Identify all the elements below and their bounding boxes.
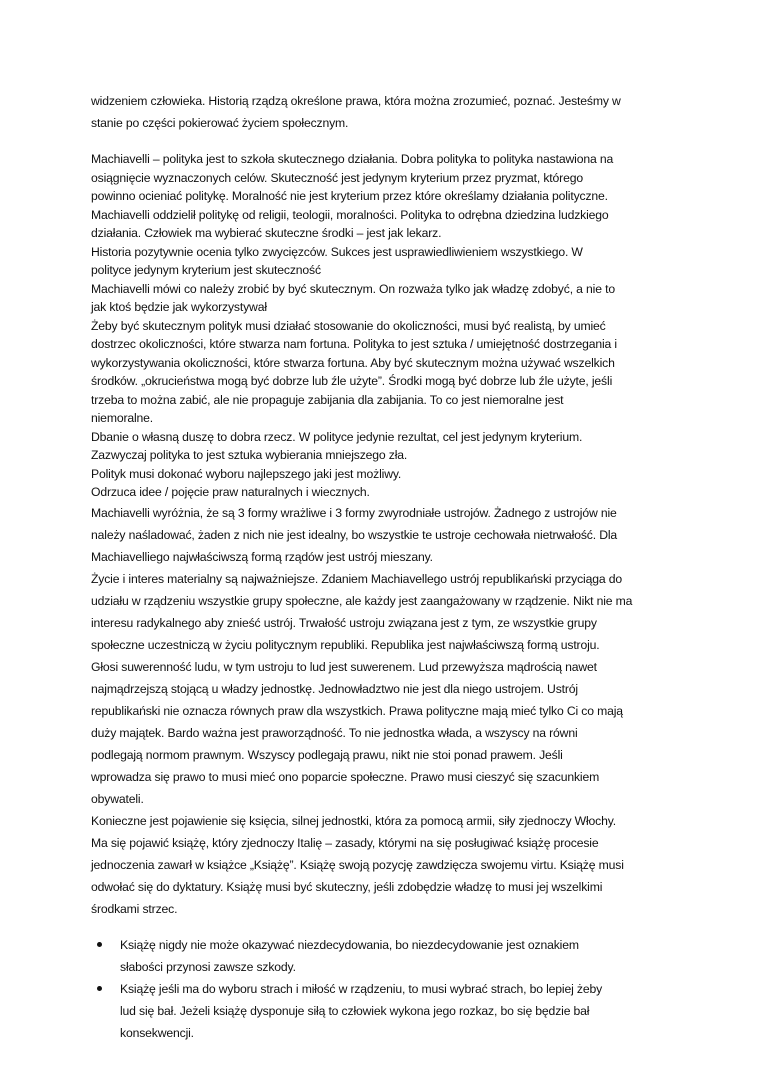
forms-of-government-paragraph xyxy=(91,502,676,920)
text-line: Ma się pojawić książę, który zjednoczy Italię – zasady, którymi na się posługiwać książę procesie xyxy=(91,835,599,850)
text-line: Machiavelli mówi co należy zrobić by być skutecznym. On rozważa tylko jak władzę zdobyć, a nie to xyxy=(91,281,615,296)
text-line: najmądrzejszą stojącą u władzy jednostkę. Jednowładztwo nie jest dla niego ustrojem. Ustrój xyxy=(91,681,578,696)
text-line: środkami strzec. xyxy=(91,901,178,916)
text-line: udziału w rządzeniu wszystkie grupy społeczne, ale każdy jest zaangażowany w rządzenie. Nikt nie ma xyxy=(91,593,633,608)
text-line: Dbanie o własną duszę to dobra rzecz. W polityce jedynie rezultat, cel jest jedynym kryterium. xyxy=(91,429,583,444)
intro-paragraph xyxy=(91,90,676,134)
text-line: społeczne uczestniczą w życiu politycznym republiki. Republika jest najwłaściwszą formą ustroju. xyxy=(91,637,600,652)
text-line: Machiavelli oddzielił politykę od religii, teologii, moralności. Polityka to odrębna dziedzina ludzkiego xyxy=(91,207,609,222)
machiavelli-politics-paragraph xyxy=(91,150,676,502)
text-line: interesu radykalnego aby znieść ustrój. Trwałość ustroju związana jest z tym, ze wszystkie grupy xyxy=(91,615,597,630)
text-line: widzeniem człowieka. Historią rządzą określone prawa, która można zrozumieć, poznać. Jesteśmy w xyxy=(91,94,621,108)
text-line: stanie po części pokierować życiem społecznym. xyxy=(91,116,349,130)
text-line: działania. Człowiek ma wybierać skuteczne środki – jest jak lekarz. xyxy=(91,226,442,240)
text-line: Konieczne jest pojawienie się księcia, silnej jednostki, która za pomocą armii, siły zjednoczy Włochy. xyxy=(91,813,617,828)
text-line: Zazwyczaj polityka to jest sztuka wybierania mniejszego zła. xyxy=(91,448,408,462)
bullet-icon xyxy=(97,986,102,991)
text-line: Machiavelli – polityka jest to szkoła skutecznego działania. Dobra polityka to polityka nastawiona na xyxy=(91,152,614,166)
text-line: Machiavelli wyróżnia, że są 3 formy wrażliwe i 3 formy zwyrodniałe ustrojów. Żadnego z ustrojów nie xyxy=(91,505,617,520)
text-line: republikański nie oznacza równych praw dla wszystkich. Prawa polityczne mają mieć tylko Ci co mają xyxy=(91,703,623,718)
text-line: wykorzystywania okoliczności, które stwarza fortuna. Aby być skutecznym można używać wszelkich xyxy=(91,355,615,370)
text-line: wprowadza się prawo to musi mieć ono poparcie społeczne. Prawo musi cieszyć się szacunkiem xyxy=(91,769,600,784)
text-line: duży majątek. Bardo ważna jest praworządność. To nie jednostka włada, a wszyscy na równi xyxy=(91,725,578,740)
text-line: powinno ocieniać politykę. Moralność nie jest kryterium przez które określamy działania polityczne. xyxy=(91,189,608,203)
bullet-list xyxy=(91,934,676,1044)
text-line: Książę jeśli ma do wyboru strach i miłość w rządzeniu, to musi wybrać strach, bo lepiej żeby xyxy=(120,981,603,996)
text-line: trzeba to można zabić, ale nie propaguje zabijania dla zabijania. To co jest niemoralne jest xyxy=(91,392,564,407)
text-line: obywateli. xyxy=(91,791,144,806)
text-line: Historia pozytywnie ocenia tylko zwycięzców. Sukces jest usprawiedliwieniem wszystkiego. W xyxy=(91,244,583,259)
text-line: osiągnięcie wyznaczonych celów. Skuteczność jest jedynym kryterium przez pryzmat, którego xyxy=(91,170,583,185)
paragraph-spacer xyxy=(91,134,676,150)
text-line: Polityk musi dokonać wyboru najlepszego jaki jest możliwy. xyxy=(91,466,402,481)
text-line: środków. „okrucieństwa mogą być dobrze lub źle użyte”. Środki mogą być dobrze lub źle użyte, jeśli xyxy=(91,374,613,388)
text-line: jednoczenia zawarł w książce „Książę”. Książę swoją pozycję zawdzięcza swojemu virtu. Książę musi xyxy=(91,857,624,872)
document-body xyxy=(91,90,676,1044)
text-line: Żeby być skutecznym polityk musi działać stosowanie do okoliczności, musi być realistą, by umieć xyxy=(91,318,606,333)
text-line: Odrzuca idee / pojęcie praw naturalnych i wiecznych. xyxy=(91,485,370,499)
text-line: Książę nigdy nie może okazywać niezdecydowania, bo niezdecydowanie jest oznakiem xyxy=(120,937,579,952)
text-line: niemoralne. xyxy=(91,411,154,425)
text-line: dostrzec okoliczności, które stwarza nam fortuna. Polityka to jest sztuka / umiejętność dostrzegania i xyxy=(91,337,617,351)
text-line: słabości przynosi zawsze szkody. xyxy=(120,959,296,974)
text-line: jak ktoś będzie jak wykorzystywał xyxy=(91,300,267,314)
list-item xyxy=(91,934,676,978)
text-line: podlegają normom prawnym. Wszyscy podlegają prawu, nikt nie stoi ponad prawem. Jeśli xyxy=(91,747,563,762)
text-line: polityce jedynym kryterium jest skuteczność xyxy=(91,263,321,277)
text-line: lud się bał. Jeżeli książę dysponuje siłą to człowiek wykona jego rozkaz, bo się będzie bał xyxy=(120,1003,590,1018)
text-line: Machiavelliego najwłaściwszą formą rządów jest ustrój mieszany. xyxy=(91,549,433,564)
text-line: Głosi suwerenność ludu, w tym ustroju to lud jest suwerenem. Lud przewyższa mądrością nawet xyxy=(91,659,597,674)
text-line: konsekwencji. xyxy=(120,1025,194,1040)
text-line: odwołać się do dyktatury. Książę musi być skuteczny, jeśli zdobędzie władzę to musi jej wszelkimi xyxy=(91,879,603,894)
text-line: należy naśladować, żaden z nich nie jest idealny, bo wszystkie te ustroje cechowała nietrwałość. Dla xyxy=(91,527,618,542)
list-item xyxy=(91,978,676,1044)
bullet-icon xyxy=(97,942,102,947)
text-line: Życie i interes materialny są najważniejsze. Zdaniem Machiavellego ustrój republikański przyciąga do xyxy=(91,571,622,586)
